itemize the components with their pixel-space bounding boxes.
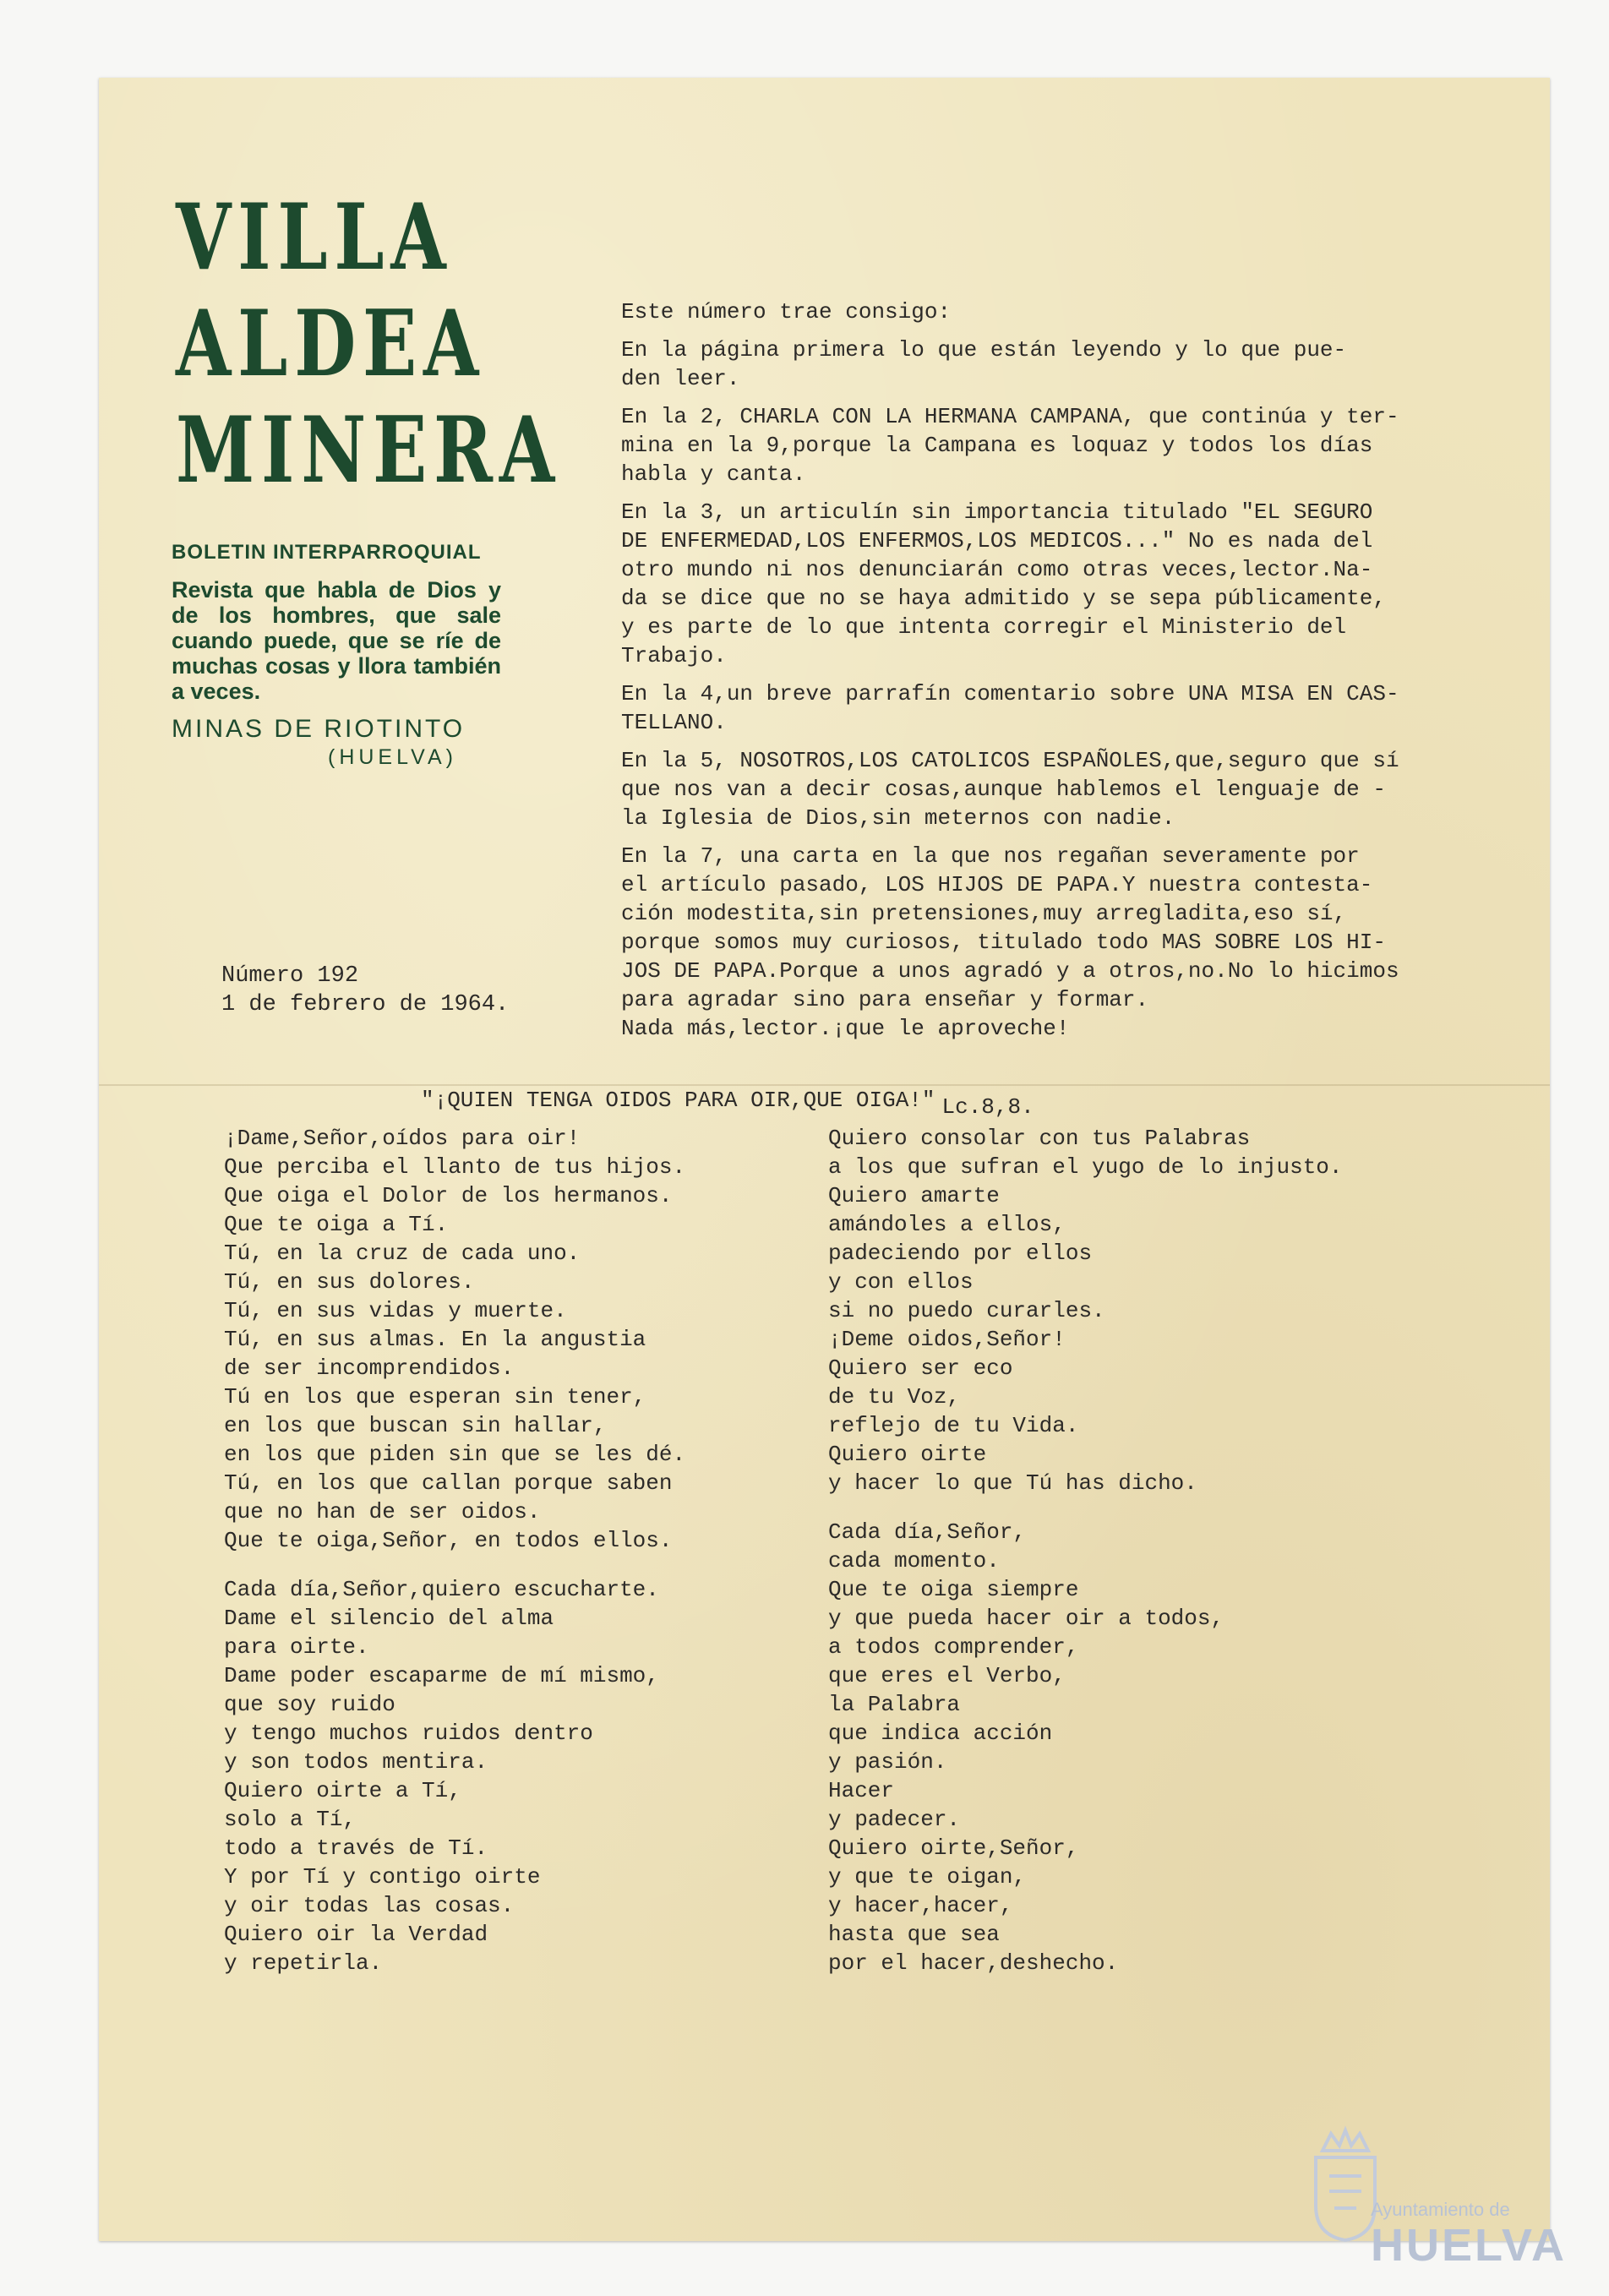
poem-left-column [224,1124,685,1977]
poem-line: y que te oigan, [828,1864,1027,1890]
poem-line: y son todos mentira. [224,1749,488,1775]
poem-line: Quiero consolar con tus Palabras [828,1126,1251,1151]
watermark-small-text: Ayuntamiento de [1371,2199,1510,2220]
poem-line: Hacer [828,1778,895,1803]
boletin-subtitle: BOLETIN INTERPARROQUIAL [172,541,482,564]
poem-line: Quiero oir la Verdad [224,1922,488,1947]
poem-line: que no han de ser oidos. [224,1499,541,1524]
poem-line: Quiero oirte,Señor, [828,1835,1079,1861]
poem-line: hasta que sea [828,1922,1000,1947]
poem-line: de ser incomprendidos. [224,1355,515,1381]
poem-line: ¡Dame,Señor,oídos para oir! [224,1126,581,1151]
poem-line: y repetirla. [224,1950,383,1976]
poem-line: y con ellos [828,1269,974,1295]
poem-line: Tú, en la cruz de cada uno. [224,1241,581,1266]
poem-line: que soy ruido [224,1692,395,1717]
poem-line: la Palabra [828,1692,961,1717]
poem-line: si no puedo curarles. [828,1298,1105,1323]
poem-line: Tú, en sus almas. En la angustia [224,1327,646,1352]
verse-reference: Lc.8,8. [941,1094,1034,1120]
poem-line: Quiero oirte [828,1442,987,1467]
verse-title: "¡QUIEN TENGA OIDOS PARA OIR,QUE OIGA!" [421,1088,935,1113]
poem-line: a todos comprender, [828,1634,1079,1660]
issue-number: Número 192 [221,963,359,989]
contents-paragraph: En la 7, una carta en la que nos regañan severamente por el artículo pasado, LOS HIJOS DE PAPA.Y nuestra contesta- ción modestita,sin pretensiones,muy arregladita,eso sí, porque somos muy curiosos, titulado todo MAS SOBRE LOS HI- JOS DE PAPA.Porque a unos agradó y a otros,no.No lo hicimos para agradar sino para enseñar y formar. Nada más,lector.¡que le aproveche! [621,843,1399,1041]
contents-paragraph: En la 4,un breve parrafín comentario sobre UNA MISA EN CAS- TELLANO. [621,681,1399,735]
poem-line [224,1555,685,1575]
issue-contents [621,297,1475,1052]
poem-line [828,1497,1343,1518]
poem-line: cada momento. [828,1548,1000,1573]
poem-line: todo a través de Tí. [224,1835,488,1861]
poem-line: Quiero oirte a Tí, [224,1778,461,1803]
masthead-description: Revista que habla de Dios y de los hombres, que sale cuando puede, que se ríe de muchas cosas y llora también a veces. [172,577,501,704]
masthead-title-line-2: ALDEA [176,291,486,397]
masthead-place: MINAS DE RIOTINTO [172,715,466,743]
masthead-province: (HUELVA) [328,745,457,769]
verse-heading [421,1088,1034,1120]
poem-line: de tu Voz, [828,1384,961,1410]
poem-line: Tú en los que esperan sin tener, [224,1384,646,1410]
poem-line: y pasión. [828,1749,947,1775]
masthead-title [176,184,562,504]
poem-line: y que pueda hacer oir a todos, [828,1606,1224,1631]
contents-paragraph: Este número trae consigo: [621,299,952,324]
poem-line: y tengo muchos ruidos dentro [224,1721,593,1746]
poem-line: Que perciba el llanto de tus hijos. [224,1154,686,1180]
poem-line: reflejo de tu Vida. [828,1413,1079,1438]
watermark-city: HUELVA [1371,2220,1567,2271]
poem-line: amándoles a ellos, [828,1212,1066,1237]
poem-line: Dame el silencio del alma [224,1606,554,1631]
poem-line: Quiero amarte [828,1183,1000,1208]
masthead-title-line-3: MINERA [176,397,562,504]
poem-line: en los que piden sin que se les dé. [224,1442,686,1467]
poem-line: por el hacer,deshecho. [828,1950,1119,1976]
poem-line: y hacer lo que Tú has dicho. [828,1470,1197,1496]
poem-line: que indica acción [828,1721,1053,1746]
poem-line: en los que buscan sin hallar, [224,1413,607,1438]
issue-date: 1 de febrero de 1964. [221,992,510,1017]
poem-line: y hacer,hacer, [828,1893,1013,1918]
poem-line: padeciendo por ellos [828,1241,1093,1266]
contents-paragraph: En la 5, NOSOTROS,LOS CATOLICOS ESPAÑOLES,que,seguro que sí que nos van a decir cosas,aunque hablemos el lenguaje de - la Iglesia de Dios,sin meternos con nadie. [621,748,1399,831]
poem-line: que eres el Verbo, [828,1663,1066,1688]
poem-line: Quiero ser eco [828,1355,1013,1381]
issue-info [221,962,509,1019]
poem-line: solo a Tí, [224,1807,357,1832]
poem-right-column [828,1124,1343,1977]
paper-fold [99,1084,1550,1086]
poem-line: Cada día,Señor, [828,1519,1027,1545]
poem-line: Tú, en sus dolores. [224,1269,475,1295]
poem-line: Que te oiga,Señor, en todos ellos. [224,1528,673,1553]
poem-line: y padecer. [828,1807,961,1832]
poem-line: Que te oiga siempre [828,1577,1079,1602]
masthead-title-line-1: VILLA [176,184,453,291]
poem-line: a los que sufran el yugo de lo injusto. [828,1154,1343,1180]
poem-line: para oirte. [224,1634,369,1660]
contents-paragraph: En la página primera lo que están leyendo y lo que pue- den leer. [621,337,1347,391]
poem-line: ¡Deme oidos,Señor! [828,1327,1066,1352]
contents-paragraph: En la 2, CHARLA CON LA HERMANA CAMPANA, que continúa y ter- mina en la 9,porque la Campana es loquaz y todos los días habla y canta. [621,404,1399,487]
poem-line: Dame poder escaparme de mí mismo, [224,1663,659,1688]
contents-paragraph: En la 3, un articulín sin importancia titulado "EL SEGURO DE ENFERMEDAD,LOS ENFERMOS,LOS MEDICOS..." No es nada del otro mundo ni nos denunciarán como otras veces,lector.Na- da se dice que no se haya admitido y se sepa públicamente, y es parte de lo que intenta corregir el Ministerio del Trabajo. [621,499,1386,668]
poem-line: Tú, en sus vidas y muerte. [224,1298,567,1323]
poem-line: Y por Tí y contigo oirte [224,1864,541,1890]
poem-line: y oir todas las cosas. [224,1893,515,1918]
poem-line: Que te oiga a Tí. [224,1212,449,1237]
poem-line: Que oiga el Dolor de los hermanos. [224,1183,673,1208]
poem-line: Cada día,Señor,quiero escucharte. [224,1577,659,1602]
poem-line: Tú, en los que callan porque saben [224,1470,673,1496]
